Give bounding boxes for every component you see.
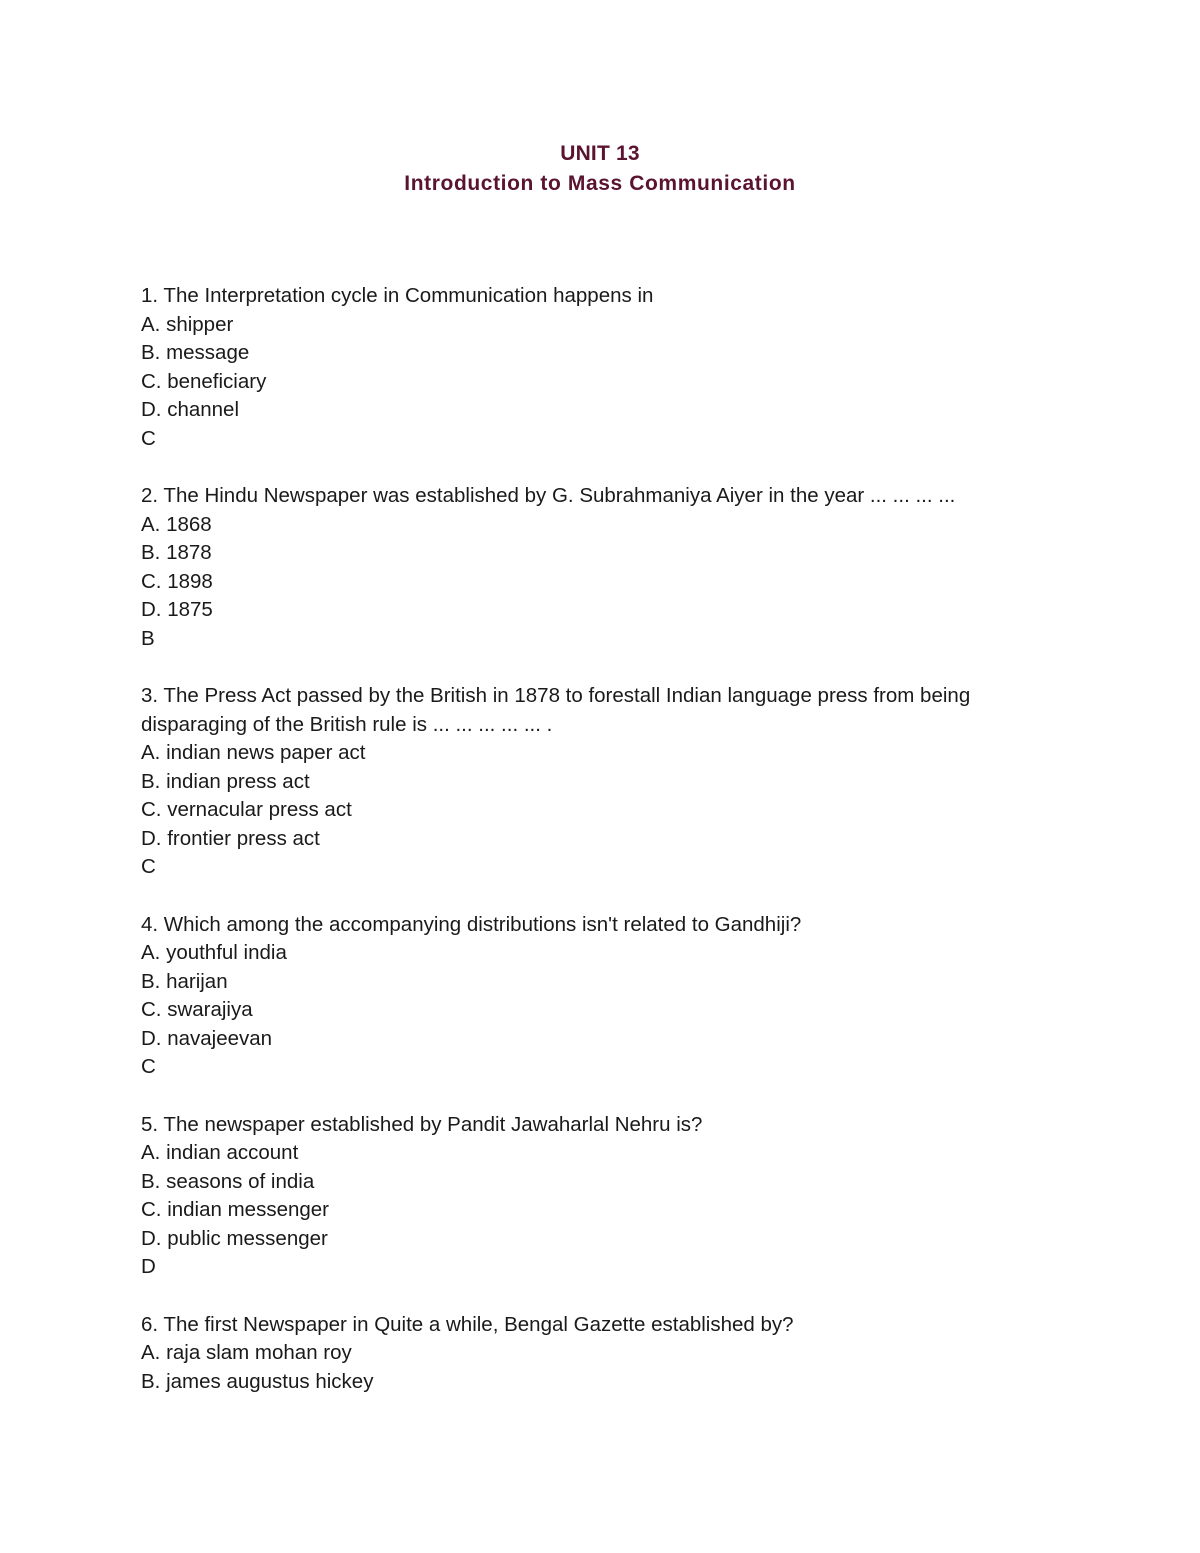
option-c: C. 1898 bbox=[141, 569, 213, 593]
option-d: D. channel bbox=[141, 398, 240, 421]
option-d: D. public messenger bbox=[141, 1226, 328, 1250]
question-text: 1. The Interpretation cycle in Communication happens in bbox=[141, 284, 654, 307]
option-b: B. seasons of india bbox=[141, 1169, 315, 1193]
option-a: A. indian news paper act bbox=[141, 741, 366, 764]
question-text: 2. The Hindu Newspaper was established by G. Subrahmaniya Aiyer in the year ... ... ... ... bbox=[141, 484, 956, 507]
unit-title: UNIT 13 bbox=[560, 142, 640, 165]
option-c: C. indian messenger bbox=[141, 1198, 330, 1221]
answer-key: C bbox=[141, 855, 156, 878]
question-6 bbox=[141, 1311, 1041, 1397]
option-b: B. message bbox=[141, 341, 250, 364]
question-2 bbox=[141, 482, 1041, 653]
unit-subtitle: Introduction to Mass Communication bbox=[404, 172, 796, 195]
option-c: C. vernacular press act bbox=[141, 798, 352, 821]
option-d: D. frontier press act bbox=[141, 826, 320, 850]
option-a: A. shipper bbox=[141, 312, 234, 336]
option-b: B. james augustus hickey bbox=[141, 1369, 374, 1393]
question-text: 5. The newspaper established by Pandit Jawaharlal Nehru is? bbox=[141, 1112, 703, 1136]
option-a: A. 1868 bbox=[141, 512, 212, 536]
option-a: A. indian account bbox=[141, 1141, 299, 1164]
option-c: C. beneficiary bbox=[141, 369, 267, 393]
question-4 bbox=[141, 911, 1041, 1082]
question-text-line-2: disparaging of the British rule is ... ... ... ... ... . bbox=[141, 712, 553, 736]
option-d: D. 1875 bbox=[141, 598, 213, 621]
answer-key: D bbox=[141, 1255, 156, 1278]
option-a: A. raja slam mohan roy bbox=[141, 1341, 352, 1364]
question-5 bbox=[141, 1111, 1041, 1282]
question-text: 6. The first Newspaper in Quite a while, Bengal Gazette established by? bbox=[141, 1312, 794, 1336]
option-b: B. indian press act bbox=[141, 769, 310, 793]
option-b: B. 1878 bbox=[141, 541, 212, 564]
option-d: D. navajeevan bbox=[141, 1026, 273, 1050]
option-a: A. youthful india bbox=[141, 941, 287, 964]
option-b: B. harijan bbox=[141, 969, 228, 993]
question-1 bbox=[141, 282, 1041, 453]
question-text: 4. Which among the accompanying distributions isn't related to Gandhiji? bbox=[141, 912, 802, 936]
question-text-line-1: 3. The Press Act passed by the British in 1878 to forestall Indian language press from being bbox=[141, 684, 971, 707]
answer-key: B bbox=[141, 626, 155, 650]
question-list bbox=[141, 282, 1041, 1425]
answer-key: C bbox=[141, 1055, 156, 1078]
question-3 bbox=[141, 682, 1041, 882]
option-c: C. swarajiya bbox=[141, 998, 253, 1021]
answer-key: C bbox=[141, 426, 156, 450]
